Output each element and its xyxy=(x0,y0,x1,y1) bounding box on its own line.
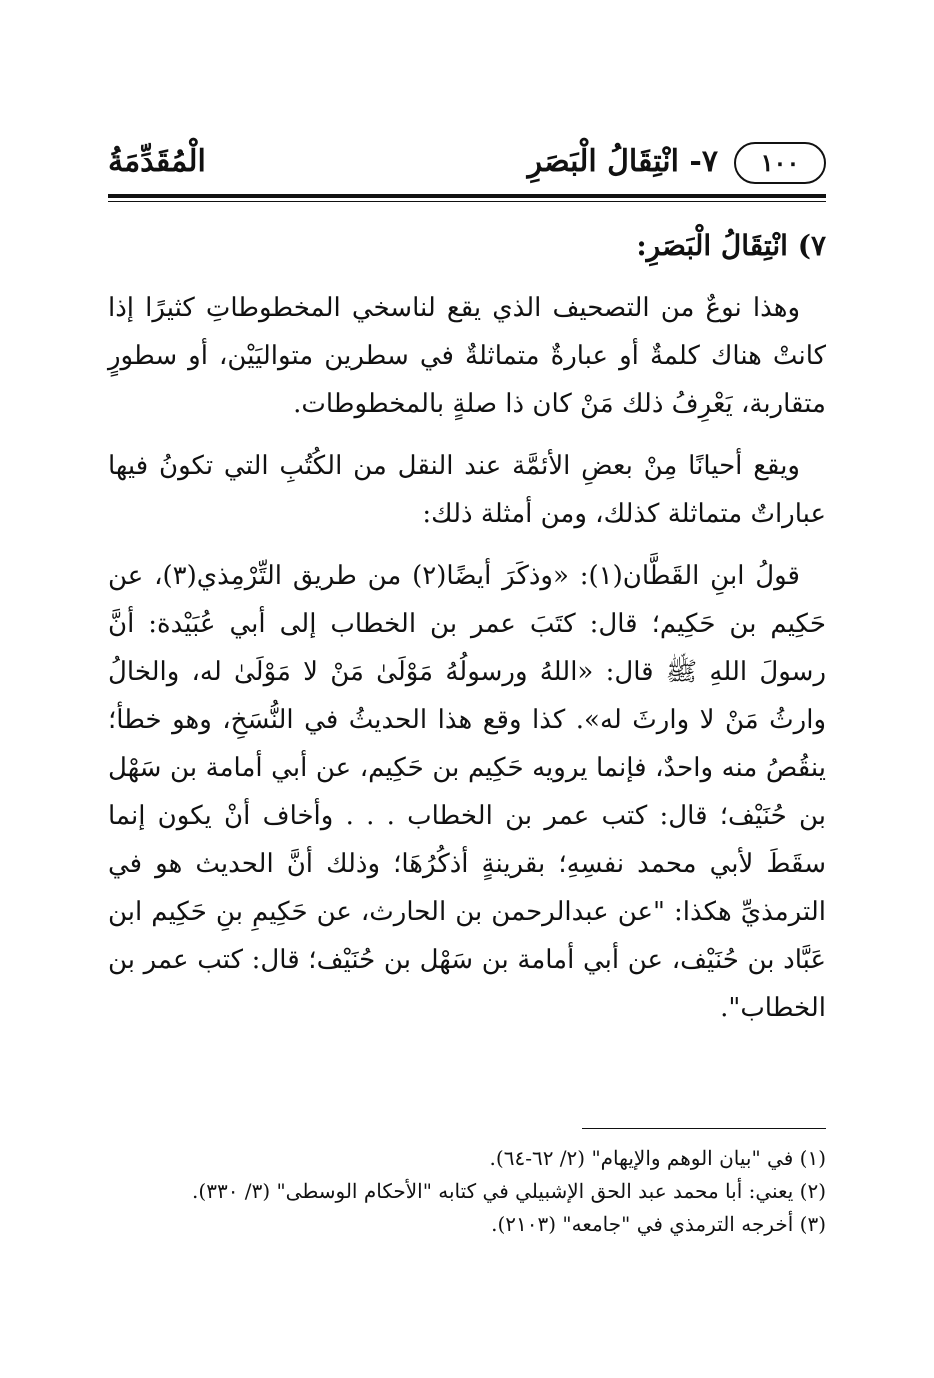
running-book-title: الْمُقَدِّمَةُ xyxy=(108,144,206,179)
footnote: (٣) أخرجه الترمذي في "جامعه" (٢١٠٣). xyxy=(491,1212,826,1236)
header-rule-thick xyxy=(108,194,826,198)
footnote: (١) في "بيان الوهم والإيهام" (٢/ ٦٢-٦٤). xyxy=(489,1146,826,1170)
footnotes xyxy=(108,1142,826,1241)
main-text xyxy=(108,222,826,1046)
section-subheading: ٧) انْتِقَالُ الْبَصَرِ: xyxy=(636,229,826,262)
paragraph: وهذا نوعٌ من التصحيف الذي يقع لناسخي المخطوطاتِ كثيرًا إذا كانتْ هناك كلمةٌ أو عبارةٌ متماثلةٌ في سطرين متواليَيْن، أو سطورٍ متقاربة، يَعْرِفُ ذلك مَنْ كان ذا صلةٍ بالمخطوطات. xyxy=(108,293,826,419)
header-rule-thin xyxy=(108,201,826,202)
footnote: (٢) يعني: أبا محمد عبد الحق الإشبيلي في كتابه "الأحكام الوسطى" (٣/ ٣٣٠). xyxy=(192,1179,826,1203)
running-section-title: ٧- انْتِقَالُ الْبَصَرِ xyxy=(527,144,718,179)
page-header xyxy=(108,138,826,188)
paragraph: ويقع أحيانًا مِنْ بعضِ الأئمَّة عند النقل من الكُتُبِ التي تكونُ فيها عباراتٌ متماثلة كذلك، ومن أمثلة ذلك: xyxy=(108,451,826,529)
page-number: ١٠٠ xyxy=(734,142,826,184)
footnote-separator xyxy=(582,1128,826,1129)
paragraph: قولُ ابنِ القَطَّان(١): «وذكَرَ أيضًا(٢) من طريق التِّرْمِذي(٣)، عن حَكِيم بن حَكِيم؛ قال: كتَبَ عمر بن الخطاب إلى أبي عُبَيْدة: أنَّ رسولَ اللهِ ﷺ قال: «اللهُ ورسولُهُ مَوْلَىٰ مَنْ لا مَوْلَىٰ له، والخالُ وارثُ مَنْ لا وارثَ له». كذا وقع هذا الحديثُ في النُّسَخِ، وهو خطأ؛ ينقُصُ منه واحدٌ، فإنما يرويه حَكِيم بن حَكِيم، عن أبي أمامة بن سَهْل بن حُنَيْف؛ قال: كتب عمر بن الخطاب . . . وأخاف أنْ يكون إنما سقَطَ لأبي محمد نفسِهِ؛ بقرينةٍ أذكُرُهَا؛ وذلك أنَّ الحديث هو في الترمذيِّ هكذا: "عن عبدالرحمن بن الحارث، عن حَكِيمِ بنِ حَكِيم ابن عَبَّاد بن حُنَيْف، عن أبي أمامة بن سَهْل بن حُنَيْف؛ قال: كتب عمر بن الخطاب". xyxy=(108,561,826,1023)
